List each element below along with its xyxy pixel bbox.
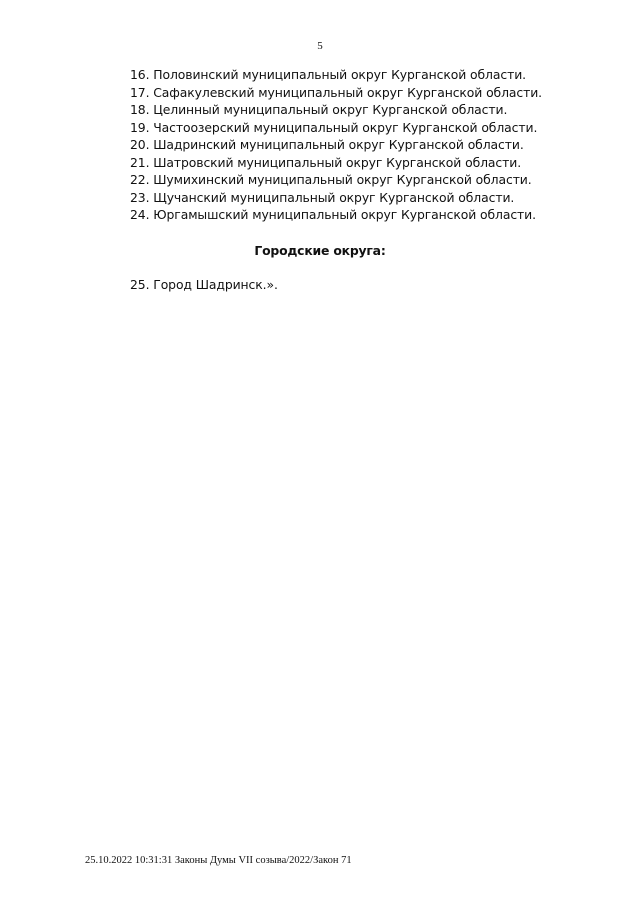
list-item: 19. Частоозерский муниципальный округ Курганской области. <box>130 119 538 135</box>
urban-districts-list <box>130 276 278 294</box>
section-heading-urban-districts: Городские округа: <box>254 243 386 258</box>
page-number: 5 <box>317 40 323 52</box>
list-item: 21. Шатровский муниципальный округ Курганской области. <box>130 154 522 170</box>
document-footer: 25.10.2022 10:31:31 Законы Думы VII созыва/2022/Закон 71 <box>85 855 352 866</box>
list-item: 20. Шадринский муниципальный округ Курганской области. <box>130 137 524 152</box>
list-item: 22. Шумихинский муниципальный округ Курганской области. <box>130 172 532 187</box>
list-item: 23. Щучанский муниципальный округ Курганской области. <box>130 189 515 205</box>
list-item: 16. Половинский муниципальный округ Курганской области. <box>130 67 526 82</box>
list-item: 17. Сафакулевский муниципальный округ Курганской области. <box>130 84 543 100</box>
list-item: 24. Юргамышский муниципальный округ Курганской области. <box>130 207 536 222</box>
list-item: 18. Целинный муниципальный округ Курганской области. <box>130 102 508 117</box>
list-item: 25. Город Шадринск.». <box>130 277 278 292</box>
municipal-districts-list <box>130 66 542 224</box>
